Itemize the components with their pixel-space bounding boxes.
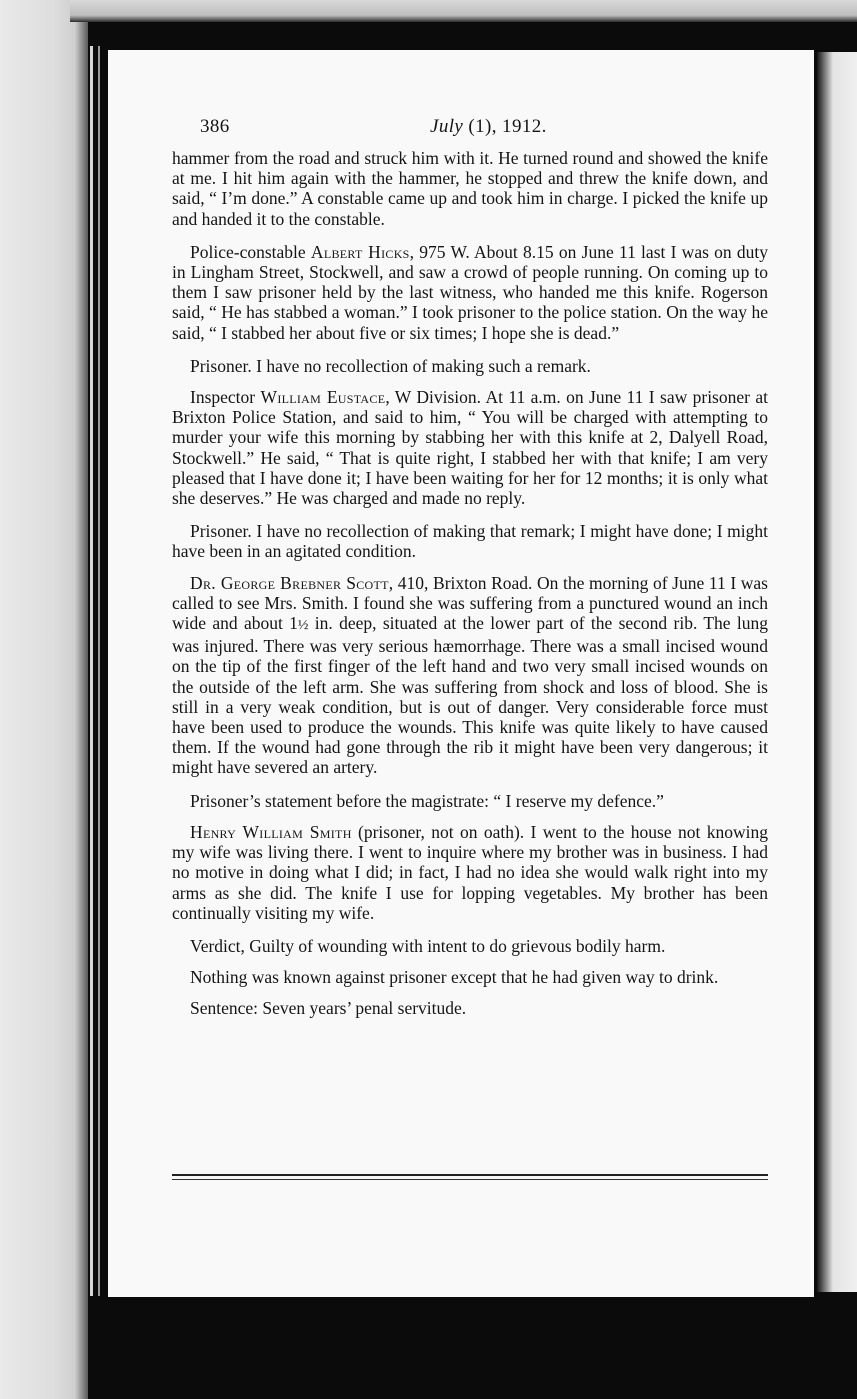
book-spine-edge-inner (98, 46, 100, 1296)
paragraph-smith-testimony (172, 822, 768, 923)
paragraph-prisoner-statement: Prisoner’s statement before the magistrate: “ I reserve my defence.” (190, 790, 664, 811)
scan-left-margin (0, 0, 88, 1399)
paragraph-continuation: hammer from the road and struck him with it. He turned round and showed the knife at me. I hit him again with the hammer, he stopped and threw the knife down, and said, “ I’m done.” A constable came up and took him in charge. I picked the knife up and handed it to the constable. (172, 148, 768, 229)
paragraph-sentence: Sentence: Seven years’ penal servitude. (190, 998, 467, 1019)
paragraph-record: Nothing was known against prisoner except that he had given way to drink. (190, 967, 719, 988)
speaker-name: Henry William Smith (190, 821, 352, 842)
paragraph-prisoner-reply: Prisoner. I have no recollection of making that remark; I might have done; I might have been in an agitated condition. (172, 521, 768, 562)
rule-thick (172, 1174, 768, 1176)
scan-right-edge (817, 52, 857, 1292)
rule-thin (172, 1179, 768, 1180)
date-rest: (1), 1912. (463, 116, 547, 137)
speaker-name: William Eustace (260, 387, 386, 408)
paragraph-verdict: Verdict, Guilty of wounding with intent to do grievous bodily harm. (190, 935, 666, 956)
book-spine-edge (90, 46, 93, 1296)
scan-top-edge (70, 0, 857, 22)
testimony-body: , 975 W. About 8.15 on June 11 last I was on duty in Lingham Street, Stockwell, and saw a crowd of people running. On coming up to them I saw prisoner held by the last witness, who handed me this knife. Rogerson said, “ He has stabbed a woman.” I took prisoner to the police station. On the way he said, “ I stabbed her about five or six times; I hope she is dead.” (172, 241, 769, 343)
paragraph-eustace-testimony (172, 387, 768, 508)
paragraph-prisoner-reply: Prisoner. I have no recollection of making such a remark. (190, 355, 591, 376)
testimony-body: , 410, Brixton Road. On the morning of June 11 I was called to see Mrs. Smith. I found she was suffering from a punctured wound an inch wide and about 1 (172, 572, 768, 634)
paragraph-hicks-testimony (172, 242, 768, 343)
speaker-prefix: Inspector (190, 387, 261, 408)
page-number: 386 (200, 116, 230, 137)
closing-double-rule (172, 1174, 768, 1183)
testimony-text (172, 148, 768, 1030)
book-page (108, 50, 814, 1297)
testimony-body: (prisoner, not on oath). I went to the house not knowing my wife was living there. I went to inquire where my brother was in business. I had no motive in doing what I did; in fact, I had no idea she would walk right into my arms as she did. The knife I use for lopping vegetables. My brother has been continually visiting my wife. (172, 821, 768, 923)
testimony-body-continued: in. deep, situated at the lower part of the second rib. The lung was injured. There was very serious hæmorrhage. There was a small incised wound on the tip of the first finger of the left hand and two very small incised wounds on the outside of the left arm. She was suffering from shock and loss of blood. She is still in a very weak condition, but is out of danger. Very considerable force must have been used to produce the wounds. This knife was quite likely to have caused them. If the wound had gone through the rib it might have been very dangerous; it might have severed an artery. (172, 613, 768, 778)
testimony-body: , W Division. At 11 a.m. on June 11 I saw prisoner at Brixton Police Station, and said to him, “ You will be charged with attempting to murder your wife this morning by stabbing her with this knife at 2, Dalyell Road, Stockwell.” He said, “ That is quite right, I stabbed her with that knife; I am very pleased that I have done it; I have been waiting for her for 12 months; it is only what she deserves.” He was charged and made no reply. (172, 387, 768, 509)
fraction: ½ (297, 618, 309, 634)
paragraph-scott-testimony (172, 573, 768, 778)
speaker-name: Albert Hicks (310, 241, 410, 262)
date-month: July (430, 116, 464, 137)
speaker-prefix: Police-constable (190, 241, 311, 262)
running-head (200, 116, 768, 140)
page-date-heading (430, 116, 547, 138)
speaker-name: Dr. George Brebner Scott (190, 572, 389, 593)
